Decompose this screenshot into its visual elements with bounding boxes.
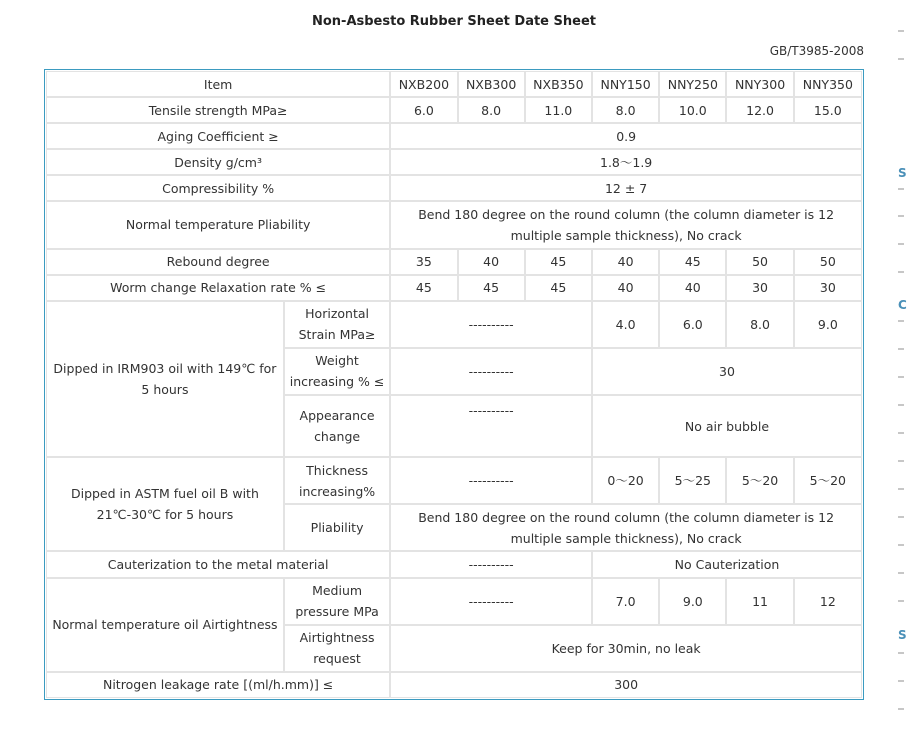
cell-value: 40	[593, 276, 658, 300]
cell-value: 45	[526, 250, 591, 274]
sidebar-divider	[898, 680, 904, 682]
cell-value: 12.0	[727, 98, 792, 122]
sidebar-heading[interactable]: S	[898, 166, 907, 180]
cell-value: 5～25	[660, 458, 725, 503]
table-row	[47, 579, 861, 624]
sub-label: Appearance change	[285, 396, 389, 456]
cell-value: Keep for 30min, no leak	[391, 626, 861, 671]
cell-value: 6.0	[391, 98, 456, 122]
table-row	[47, 552, 861, 576]
header-grade: NXB300	[459, 72, 524, 96]
sidebar-divider	[898, 404, 904, 406]
table-row	[47, 276, 861, 300]
cell-value: 35	[391, 250, 456, 274]
cell-dash: ----------	[391, 458, 591, 503]
sidebar-divider	[898, 600, 904, 602]
cell-value: 9.0	[660, 579, 725, 624]
row-label: Worm change Relaxation rate % ≤	[47, 276, 389, 300]
cell-value: Bend 180 degree on the round column (the column diameter is 12 multiple sample thickness), No crack	[391, 202, 861, 247]
header-grade: NNY150	[593, 72, 658, 96]
cell-value: 30	[593, 349, 861, 394]
header-grade: NXB200	[391, 72, 456, 96]
row-label: Compressibility %	[47, 176, 389, 200]
cell-value: 30	[795, 276, 861, 300]
table-row	[47, 673, 861, 697]
table-row	[47, 250, 861, 274]
sub-label: Weight increasing % ≤	[285, 349, 389, 394]
cell-value: 11	[727, 579, 792, 624]
sub-label: Pliability	[285, 505, 389, 550]
group-label: Dipped in ASTM fuel oil B with 21℃-30℃ for 5 hours	[47, 458, 283, 550]
cell-value: 45	[459, 276, 524, 300]
cell-dash: ----------	[391, 579, 591, 624]
cell-value: 8.0	[459, 98, 524, 122]
sub-label: Thickness increasing%	[285, 458, 389, 503]
cell-value: 11.0	[526, 98, 591, 122]
cell-value: 5～20	[795, 458, 861, 503]
data-sheet-table	[44, 69, 864, 700]
standard-code: GB/T3985-2008	[769, 44, 864, 58]
cell-value: 12 ± 7	[391, 176, 861, 200]
cell-value: 50	[795, 250, 861, 274]
cell-value: 8.0	[593, 98, 658, 122]
header-grade: NNY350	[795, 72, 861, 96]
sidebar-divider	[898, 516, 904, 518]
cell-value: 40	[459, 250, 524, 274]
sidebar-divider	[898, 215, 904, 217]
cell-value: 12	[795, 579, 861, 624]
cell-value: 4.0	[593, 302, 658, 347]
cell-value: 45	[526, 276, 591, 300]
sidebar-divider	[898, 544, 904, 546]
cell-dash: ----------	[391, 396, 591, 456]
row-label: Normal temperature Pliability	[47, 202, 389, 247]
cell-value: 5～20	[727, 458, 792, 503]
sub-label: Medium pressure MPa	[285, 579, 389, 624]
table-row	[47, 202, 861, 247]
cell-value: 50	[727, 250, 792, 274]
cell-value: 45	[660, 250, 725, 274]
sidebar-divider	[898, 271, 904, 273]
row-label: Rebound degree	[47, 250, 389, 274]
sidebar-divider	[898, 376, 904, 378]
sidebar-divider	[898, 488, 904, 490]
table-row	[47, 458, 861, 503]
sub-label: Horizontal Strain MPa≥	[285, 302, 389, 347]
table-row	[47, 150, 861, 174]
sidebar-divider	[898, 320, 904, 322]
cell-value: 45	[391, 276, 456, 300]
cell-value: 40	[660, 276, 725, 300]
sidebar-divider	[898, 58, 904, 60]
table-row	[47, 176, 861, 200]
cell-value: 1.8～1.9	[391, 150, 861, 174]
sidebar-divider	[898, 432, 904, 434]
cell-value: 0.9	[391, 124, 861, 148]
cell-value: 8.0	[727, 302, 792, 347]
row-label: Nitrogen leakage rate [(ml/h.mm)] ≤	[47, 673, 389, 697]
header-item: Item	[47, 72, 389, 96]
row-label: Tensile strength MPa≥	[47, 98, 389, 122]
group-label: Normal temperature oil Airtightness	[47, 579, 283, 671]
sidebar-divider	[898, 652, 904, 654]
sidebar-divider	[898, 348, 904, 350]
table-row	[47, 124, 861, 148]
cell-value: Bend 180 degree on the round column (the column diameter is 12 multiple sample thickness), No crack	[391, 505, 861, 550]
cell-value: No Cauterization	[593, 552, 861, 576]
cell-value: 9.0	[795, 302, 861, 347]
header-grade: NNY250	[660, 72, 725, 96]
page-title: Non-Asbesto Rubber Sheet Date Sheet	[311, 14, 596, 29]
cell-dash: ----------	[391, 552, 591, 576]
cell-value: No air bubble	[593, 396, 861, 456]
row-label: Density g/cm³	[47, 150, 389, 174]
cell-dash: ----------	[391, 349, 591, 394]
cell-value: 300	[391, 673, 861, 697]
sidebar-divider	[898, 572, 904, 574]
cell-value: 10.0	[660, 98, 725, 122]
sidebar-divider	[898, 243, 904, 245]
sidebar-divider	[898, 460, 904, 462]
sidebar-heading[interactable]: C	[898, 298, 907, 312]
group-label: Dipped in IRM903 oil with 149℃ for 5 hours	[47, 302, 283, 456]
cell-value: 40	[593, 250, 658, 274]
table-row	[47, 98, 861, 122]
sidebar-divider	[898, 708, 904, 710]
sidebar-heading[interactable]: S	[898, 628, 907, 642]
header-grade: NXB350	[526, 72, 591, 96]
sidebar-divider	[898, 188, 904, 190]
row-label: Aging Coefficient ≥	[47, 124, 389, 148]
cell-value: 0～20	[593, 458, 658, 503]
cell-value: 30	[727, 276, 792, 300]
cell-value: 7.0	[593, 579, 658, 624]
table-header-row	[47, 72, 861, 96]
table-row	[47, 302, 861, 347]
cell-value: 6.0	[660, 302, 725, 347]
row-label: Cauterization to the metal material	[47, 552, 389, 576]
header-grade: NNY300	[727, 72, 792, 96]
cell-dash: ----------	[391, 302, 591, 347]
sub-label: Airtightness request	[285, 626, 389, 671]
cell-value: 15.0	[795, 98, 861, 122]
sidebar-divider	[898, 30, 904, 32]
